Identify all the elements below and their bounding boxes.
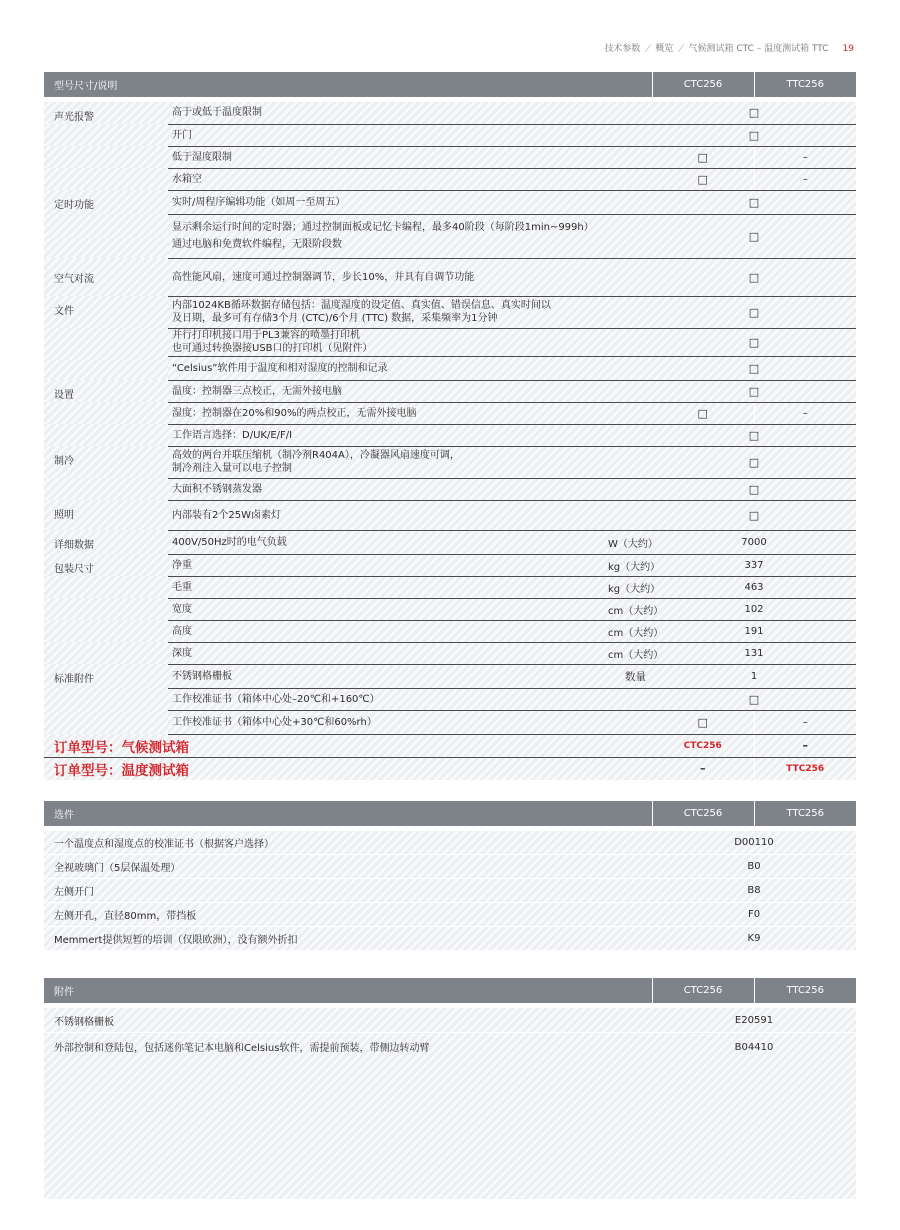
spec-table bbox=[44, 72, 856, 780]
row-label: 不锈钢格栅板 bbox=[168, 664, 600, 688]
options-table bbox=[44, 801, 856, 951]
category-label: 照明 bbox=[54, 510, 74, 521]
table-row bbox=[44, 1008, 856, 1033]
value-cell: F0 bbox=[652, 903, 856, 927]
page-number: 19 bbox=[842, 44, 854, 54]
table-row bbox=[44, 1033, 856, 1200]
checkbox-mark: □ bbox=[748, 692, 760, 706]
unit-label: W（大约） bbox=[600, 530, 652, 554]
order-row-ttc bbox=[44, 757, 856, 780]
unit-label: cm（大约） bbox=[600, 598, 652, 620]
order-row-ctc bbox=[44, 734, 856, 757]
value-cell: D00110 bbox=[652, 831, 856, 855]
table-row bbox=[44, 190, 856, 214]
table-row bbox=[44, 258, 856, 296]
row-label: 温度：控制器三点校正，无需外接电脑 bbox=[168, 380, 652, 402]
table-row bbox=[44, 831, 856, 855]
row-label: 一个温度点和湿度点的校准证书（根据客户选择） bbox=[44, 831, 652, 855]
checkbox-mark: □ bbox=[697, 406, 708, 420]
row-label: “Celsius”软件用于温度和相对湿度的控制和记录 bbox=[168, 356, 652, 380]
row-label: 高性能风扇，速度可通过控制器调节，步长10%，并具有自调节功能 bbox=[168, 258, 652, 296]
value-cell: 102 bbox=[652, 598, 856, 620]
row-label: 水箱空 bbox=[168, 168, 652, 190]
accessories-table bbox=[44, 978, 856, 1200]
order-code: TTC256 bbox=[754, 757, 856, 780]
checkbox-mark: □ bbox=[748, 270, 760, 284]
checkbox-mark: □ bbox=[697, 172, 708, 186]
dash-mark: – bbox=[802, 173, 808, 185]
row-label-line: 及日期，最多可有存储3个月 (CTC)/6个月 (TTC) 数据，采集频率为1分钟 bbox=[172, 313, 498, 324]
checkbox-mark: □ bbox=[748, 305, 760, 319]
category-label: 制冷 bbox=[54, 456, 74, 467]
checkbox-mark: □ bbox=[748, 361, 760, 375]
row-label: 高于或低于温度限制 bbox=[168, 102, 652, 124]
col-ctc256: CTC256 bbox=[652, 978, 754, 1003]
unit-label: cm（大约） bbox=[600, 642, 652, 664]
row-label bbox=[168, 296, 652, 328]
row-label: 左侧开门 bbox=[44, 879, 652, 903]
row-label-line: 也可通过转换器接USB口的打印机（见附件） bbox=[172, 343, 373, 354]
table-row bbox=[44, 879, 856, 903]
value-cell: K9 bbox=[652, 927, 856, 951]
value-cell: E20591 bbox=[652, 1008, 856, 1033]
value-cell: 191 bbox=[652, 620, 856, 642]
checkbox-mark: □ bbox=[748, 106, 760, 120]
dash-mark: – bbox=[802, 407, 808, 419]
checkbox-mark: □ bbox=[748, 455, 760, 469]
breadcrumb-item: 概览 bbox=[655, 44, 674, 54]
row-label: 开门 bbox=[168, 124, 652, 146]
checkbox-mark: □ bbox=[748, 229, 760, 243]
spec-header-label: 型号尺寸/说明 bbox=[44, 72, 652, 97]
table-row bbox=[44, 855, 856, 879]
table-row bbox=[44, 296, 856, 328]
row-label-line: 显示剩余运行时间的定时器；通过控制面板或记忆卡编程，最多40阶段（每阶段1min~999h） bbox=[172, 222, 594, 233]
row-label: 工作校准证书（箱体中心处–20℃和+160℃） bbox=[168, 688, 652, 710]
unit-label: 数量 bbox=[600, 664, 652, 688]
value-cell: 463 bbox=[652, 576, 856, 598]
value-cell: B0 bbox=[652, 855, 856, 879]
breadcrumb-item: 气候测试箱 CTC – 温度测试箱 TTC bbox=[688, 44, 829, 54]
dash-mark: – bbox=[754, 734, 856, 757]
row-label: 400V/50Hz时的电气负载 bbox=[168, 530, 600, 554]
row-label: 深度 bbox=[168, 642, 600, 664]
row-label-line: 内部1024KB循环数据存储包括：温度湿度的设定值、真实值、错误信息、真实时间以 bbox=[172, 300, 551, 311]
category-label: 标准附件 bbox=[54, 674, 94, 685]
dash-mark: – bbox=[802, 716, 808, 728]
table-row bbox=[44, 380, 856, 402]
row-label bbox=[168, 328, 652, 356]
checkbox-mark: □ bbox=[748, 128, 760, 142]
unit-label: kg（大约） bbox=[600, 554, 652, 576]
category-label: 设置 bbox=[54, 390, 74, 401]
checkbox-mark: □ bbox=[697, 715, 708, 729]
value-cell: B04410 bbox=[652, 1033, 856, 1200]
row-label: 湿度：控制器在20%和90%的两点校正，无需外接电脑 bbox=[168, 402, 652, 424]
dash-mark: – bbox=[802, 151, 808, 163]
table-row bbox=[44, 500, 856, 530]
row-label: 大面积不锈钢蒸发器 bbox=[168, 478, 652, 500]
col-ttc256: TTC256 bbox=[754, 72, 856, 97]
category-label: 文件 bbox=[54, 306, 74, 317]
checkbox-mark: □ bbox=[748, 384, 760, 398]
category-label: 空气对流 bbox=[54, 274, 94, 285]
table-row bbox=[44, 102, 856, 124]
order-label: 订单型号：温度测试箱 bbox=[54, 762, 189, 779]
col-ctc256: CTC256 bbox=[652, 72, 754, 97]
table-row bbox=[44, 927, 856, 951]
checkbox-mark: □ bbox=[748, 335, 760, 349]
category-label: 定时功能 bbox=[54, 200, 94, 211]
row-label-line: 制冷剂注入量可以电子控制 bbox=[172, 463, 292, 474]
row-label: 不锈钢格栅板 bbox=[44, 1008, 652, 1033]
options-header bbox=[44, 801, 856, 826]
row-label: 高度 bbox=[168, 620, 600, 642]
table-row bbox=[44, 554, 856, 576]
table-row bbox=[44, 664, 856, 688]
table-row bbox=[44, 446, 856, 478]
col-ttc256: TTC256 bbox=[754, 801, 856, 826]
row-label-line: 并行打印机接口用于PL3兼容的喷墨打印机 bbox=[172, 330, 360, 341]
row-label: Memmert提供短暂的培训（仅限欧洲），没有额外折扣 bbox=[44, 927, 652, 951]
checkbox-mark: □ bbox=[748, 508, 760, 522]
row-label: 工作语言选择：D/UK/E/F/I bbox=[168, 424, 652, 446]
row-label: 净重 bbox=[168, 554, 600, 576]
row-label: 宽度 bbox=[168, 598, 600, 620]
checkbox-mark: □ bbox=[748, 482, 760, 496]
options-header-label: 选件 bbox=[44, 801, 652, 826]
row-label: 低于湿度限制 bbox=[168, 146, 652, 168]
value-cell: 337 bbox=[652, 554, 856, 576]
row-label bbox=[168, 446, 652, 478]
row-label-line: 通过电脑和免费软件编程，无限阶段数 bbox=[172, 239, 342, 250]
value-cell: 7000 bbox=[652, 530, 856, 554]
row-label: 工作校准证书（箱体中心处+30℃和60%rh） bbox=[168, 710, 652, 734]
checkbox-mark: □ bbox=[697, 150, 708, 164]
accessories-header-label: 附件 bbox=[44, 978, 652, 1003]
value-cell: 1 bbox=[652, 664, 856, 688]
unit-label: cm（大约） bbox=[600, 620, 652, 642]
row-label: 内部装有2个25W卤素灯 bbox=[168, 500, 652, 530]
row-label-line: 高效的两台并联压缩机（制冷剂R404A），冷凝器风扇速度可调， bbox=[172, 450, 460, 461]
checkbox-mark: □ bbox=[748, 428, 760, 442]
value-cell: B8 bbox=[652, 879, 856, 903]
row-label: 外部控制和登陆包，包括迷你笔记本电脑和Celsius软件，需提前预装，带侧边转动臂 bbox=[44, 1033, 652, 1200]
order-code: CTC256 bbox=[652, 734, 754, 757]
row-label: 全视玻璃门（5层保温处理） bbox=[44, 855, 652, 879]
order-label: 订单型号：气候测试箱 bbox=[44, 734, 652, 757]
breadcrumb-item: 技术参数 bbox=[604, 44, 641, 54]
row-label bbox=[168, 214, 652, 258]
col-ttc256: TTC256 bbox=[754, 978, 856, 1003]
checkbox-mark: □ bbox=[748, 195, 760, 209]
row-label: 实时/周程序编辑功能（如周一至周五） bbox=[168, 190, 652, 214]
breadcrumb: 技术参数 / 概览 / 气候测试箱 CTC – 温度测试箱 TTC 19 bbox=[604, 44, 854, 54]
col-ctc256: CTC256 bbox=[652, 801, 754, 826]
table-row bbox=[44, 530, 856, 554]
dash-mark: – bbox=[700, 762, 706, 775]
category-label: 详细数据 bbox=[54, 540, 94, 551]
table-row bbox=[44, 903, 856, 927]
row-label: 毛重 bbox=[168, 576, 600, 598]
row-label: 左侧开孔，直径80mm，带挡板 bbox=[44, 903, 652, 927]
category-label: 包装尺寸 bbox=[54, 564, 94, 575]
accessories-header bbox=[44, 978, 856, 1003]
unit-label: kg（大约） bbox=[600, 576, 652, 598]
category-label: 声光报警 bbox=[54, 112, 94, 123]
value-cell: 131 bbox=[652, 642, 856, 664]
spec-header bbox=[44, 72, 856, 97]
